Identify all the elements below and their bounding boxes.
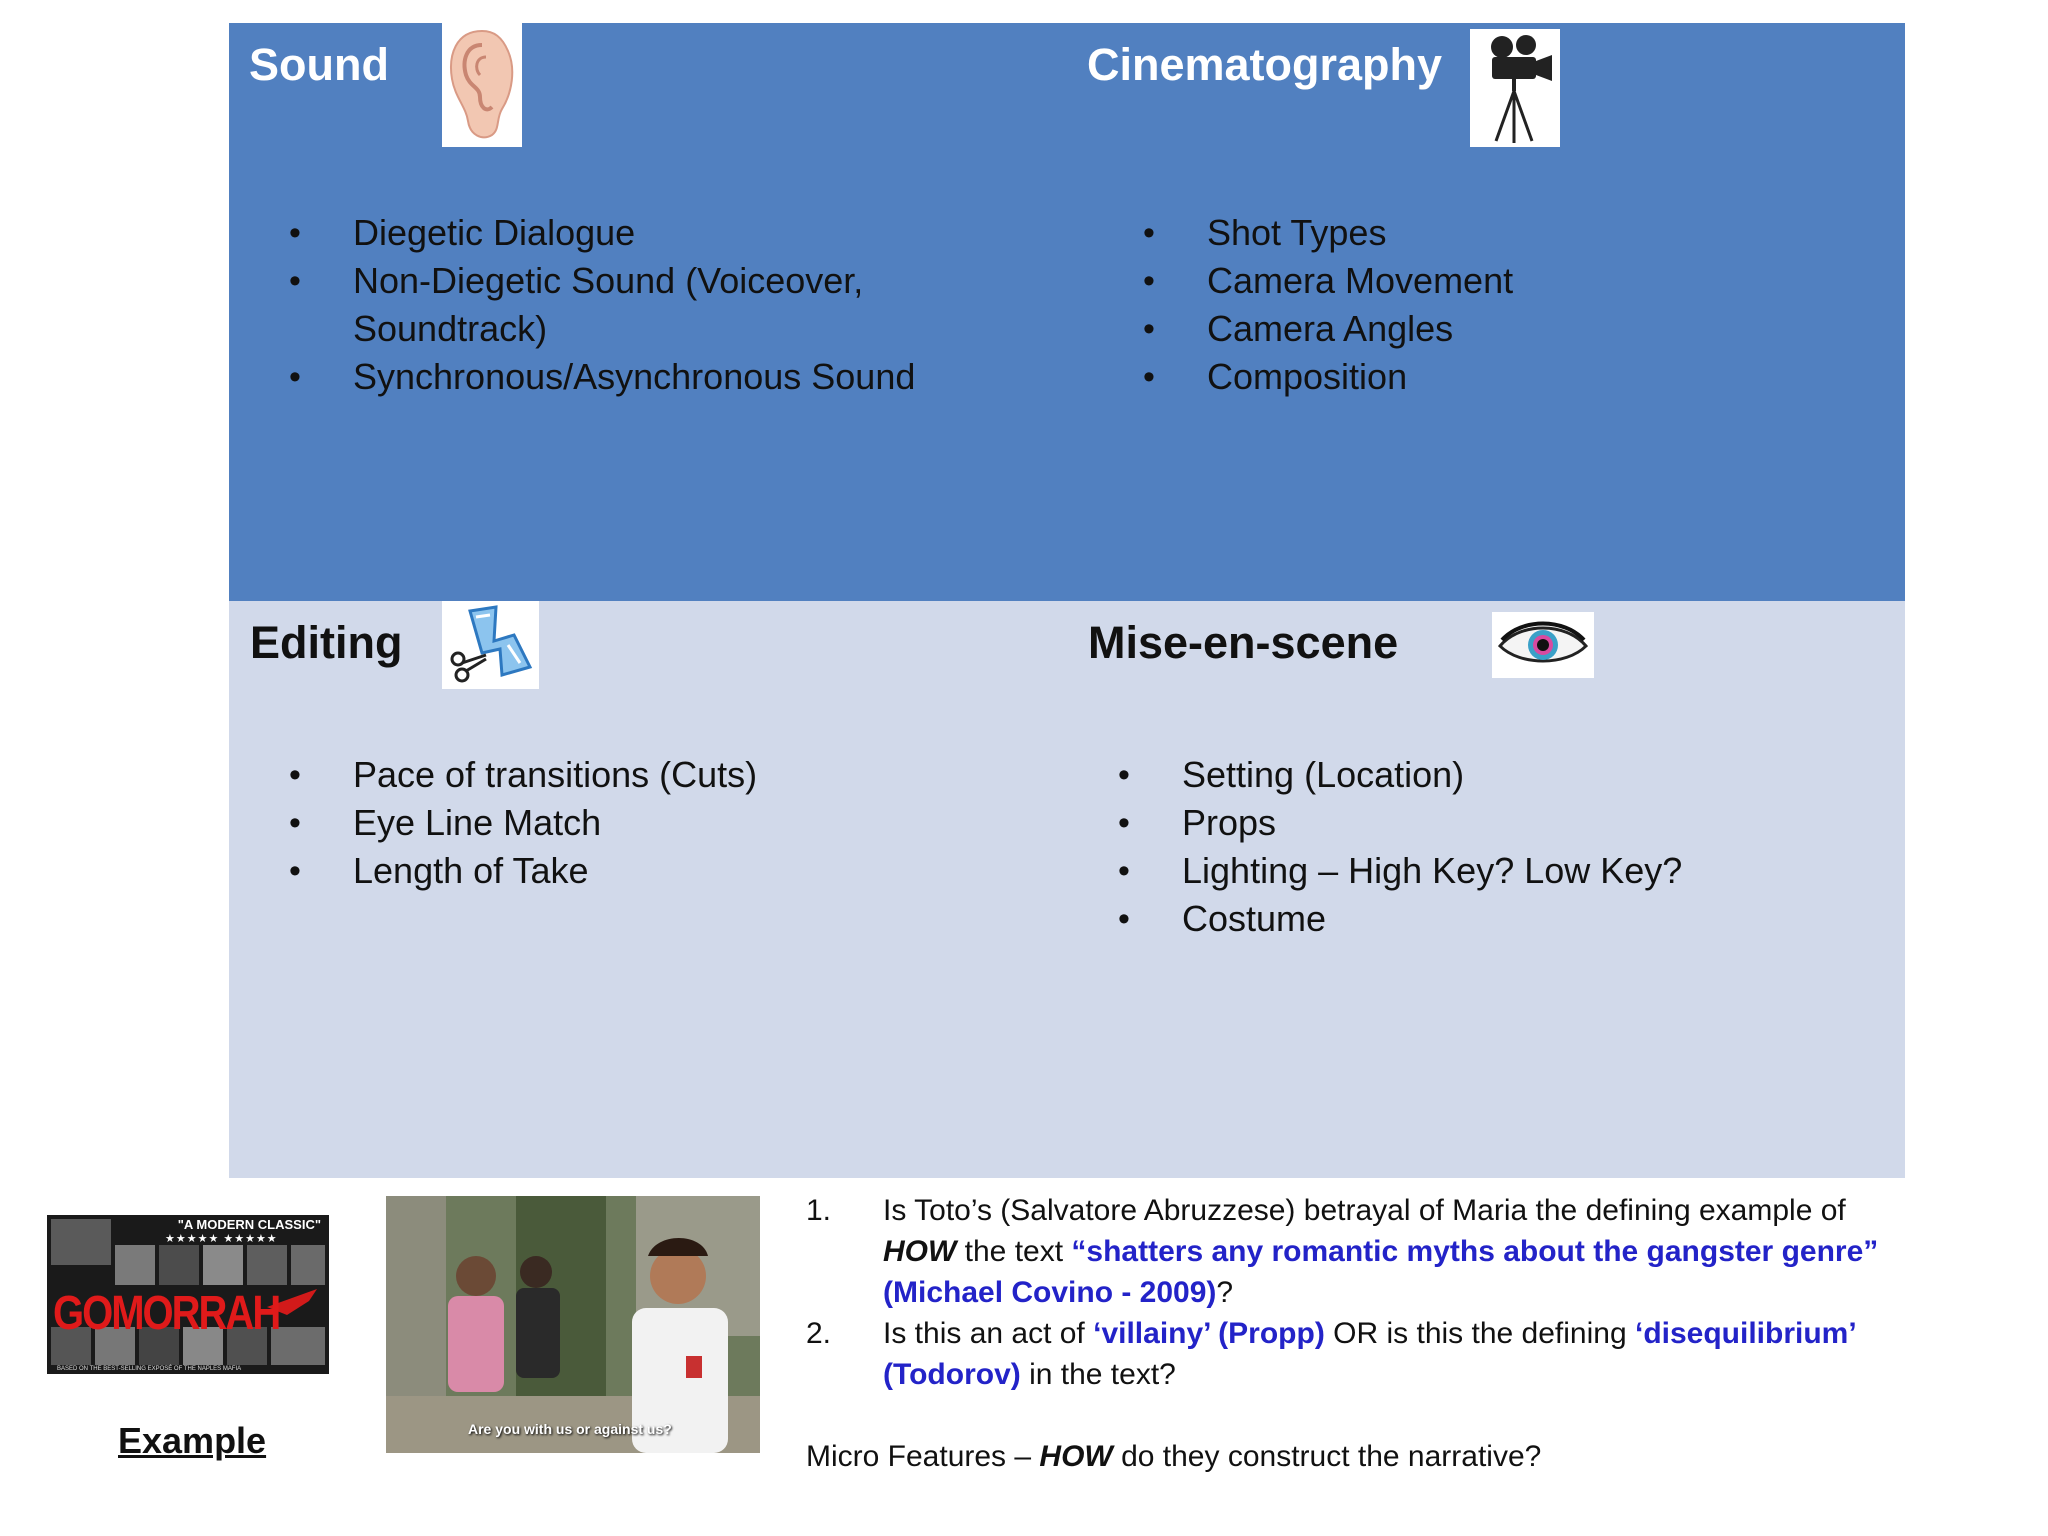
- micro-emphasis: HOW: [1039, 1440, 1113, 1473]
- list-item: • Camera Angles: [1143, 305, 1513, 353]
- still-subtitle: Are you with us or against us?: [468, 1421, 672, 1437]
- list-item: • Camera Movement: [1143, 257, 1513, 305]
- bottom-panel: [229, 601, 1905, 1178]
- micro-text: do they construct the narrative?: [1112, 1440, 1542, 1473]
- cinematography-list: [1143, 209, 1513, 401]
- micro-features-line: [806, 1436, 1916, 1477]
- list-item: • Diegetic Dialogue: [289, 209, 915, 257]
- list-item: • Eye Line Match: [289, 799, 757, 847]
- editing-heading: Editing: [250, 617, 403, 668]
- question-number: 2.: [806, 1317, 832, 1350]
- poster-title: GOMORRAH: [53, 1287, 280, 1340]
- list-item: Soundtrack): [353, 308, 548, 349]
- film-still: [386, 1196, 760, 1453]
- question-text: Is this an act of: [883, 1317, 1094, 1350]
- question-emphasis: HOW: [883, 1235, 957, 1268]
- list-item: • Pace of transitions (Cuts): [289, 751, 757, 799]
- question-text: OR is this the defining: [1324, 1317, 1635, 1350]
- gomorrah-poster: [47, 1215, 329, 1374]
- question-text: in the text?: [1020, 1358, 1176, 1391]
- poster-quote: "A MODERN CLASSIC": [177, 1217, 321, 1232]
- mise-en-scene-list: [1118, 751, 1682, 943]
- list-item: • Shot Types: [1143, 209, 1513, 257]
- questions-block: [806, 1190, 1916, 1477]
- list-item: • Synchronous/Asynchronous Sound: [289, 353, 915, 401]
- list-item: • Composition: [1143, 353, 1513, 401]
- list-item: • Costume: [1118, 895, 1682, 943]
- question-number: 1.: [806, 1194, 832, 1227]
- top-panel: [229, 23, 1905, 601]
- question-item: [806, 1313, 1916, 1395]
- mise-en-scene-heading: Mise-en-scene: [1088, 617, 1399, 668]
- film-strip-scissors-icon: [442, 601, 539, 689]
- example-label: Example: [118, 1420, 267, 1461]
- question-text: Is Toto’s (Salvatore Abruzzese) betrayal of Maria the defining example of: [883, 1194, 1846, 1227]
- ear-icon: [442, 23, 522, 147]
- poster-stars: ★★★★★ ★★★★★: [165, 1233, 278, 1245]
- question-term: ‘disequilibrium’ (Todorov): [883, 1317, 1856, 1391]
- list-item: • Setting (Location): [1118, 751, 1682, 799]
- list-item: • Non-Diegetic Sound (Voiceover,: [289, 257, 915, 305]
- poster-tagline: BASED ON THE BEST-SELLING EXPOSÉ OF THE NAPLES MAFIA: [57, 1366, 242, 1372]
- question-quote: “shatters any romantic myths about the gangster genre” (Michael Covino - 2009): [883, 1235, 1879, 1309]
- sound-heading: Sound: [249, 39, 389, 90]
- question-text: the text: [956, 1235, 1072, 1268]
- film-camera-icon: [1470, 29, 1560, 147]
- question-text: ?: [1216, 1276, 1234, 1309]
- list-item: • Props: [1118, 799, 1682, 847]
- list-item: • Length of Take: [289, 847, 757, 895]
- list-item: • Lighting – High Key? Low Key?: [1118, 847, 1682, 895]
- question-item: [806, 1190, 1916, 1313]
- micro-text: Micro Features –: [806, 1440, 1040, 1473]
- question-term: ‘villainy’ (Propp): [1093, 1317, 1325, 1350]
- editing-list: [289, 751, 757, 895]
- sound-list: [289, 209, 915, 401]
- eye-icon: [1492, 612, 1594, 678]
- cinematography-heading: Cinematography: [1087, 39, 1443, 90]
